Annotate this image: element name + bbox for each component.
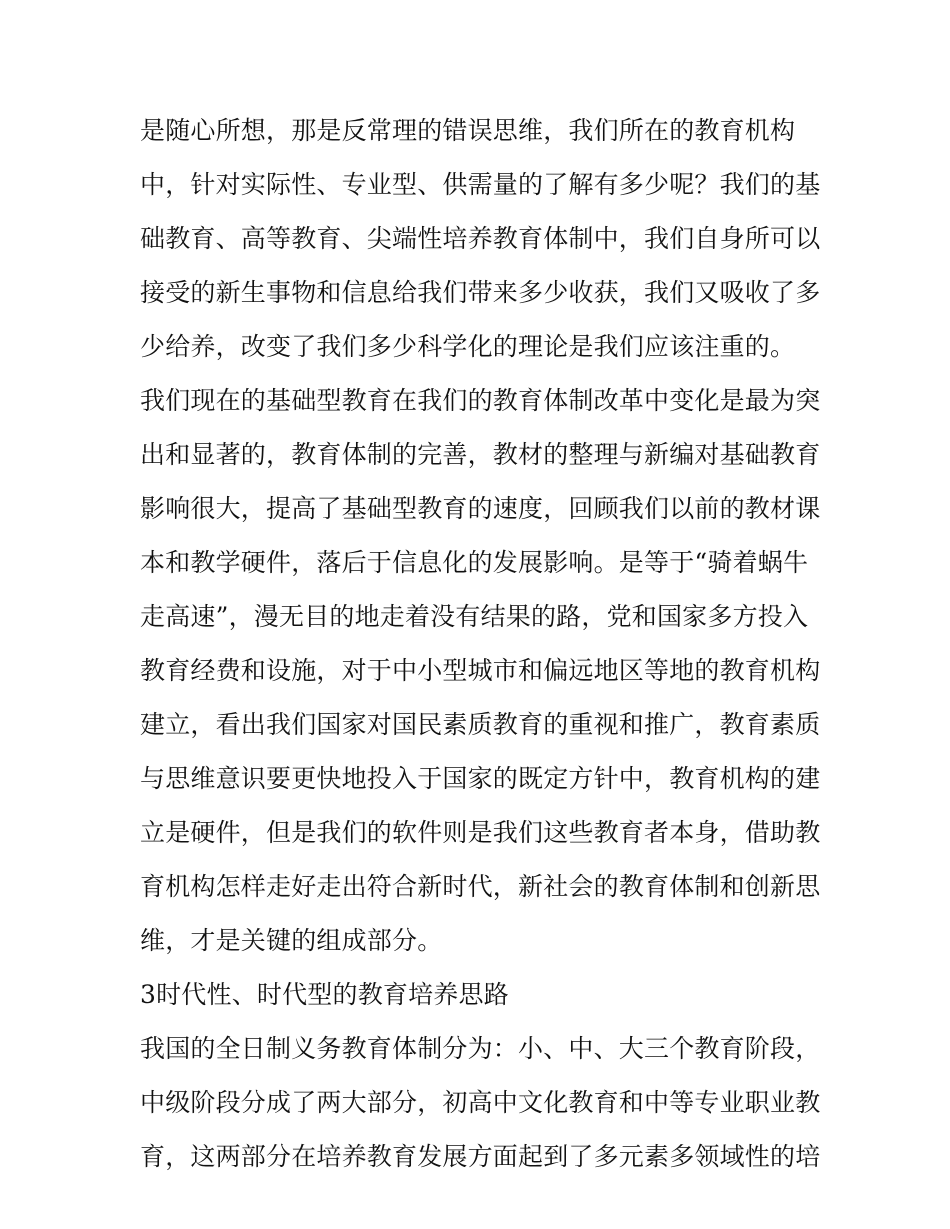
text-line: 我们现在的基础型教育在我们的教育体制改革中变化是最为突 [140, 386, 821, 415]
text-line: 本和教学硬件，落后于信息化的发展影响。是等于“骑着蜗牛 [140, 548, 809, 577]
body-text [140, 104, 820, 1184]
section-heading: 3时代性、时代型的教育培养思路 [140, 980, 509, 1009]
text-line: 育机构怎样走好走出符合新时代，新社会的教育体制和创新思 [140, 872, 821, 901]
text-line: 是随心所想，那是反常理的错误思维，我们所在的教育机构 [140, 116, 796, 145]
text-line: 教育经费和设施，对于中小型城市和偏远地区等地的教育机构 [140, 656, 821, 685]
text-line: 走高速”，漫无目的地走着没有结果的路，党和国家多方投入 [140, 602, 809, 631]
text-line: 少给养，改变了我们多少科学化的理论是我们应该注重的。 [140, 332, 796, 361]
text-line: 建立，看出我们国家对国民素质教育的重视和推广，教育素质 [140, 710, 821, 739]
text-line: 中级阶段分成了两大部分，初高中文化教育和中等专业职业教 [140, 1088, 821, 1117]
text-line: 与思维意识要更快地投入于国家的既定方针中，教育机构的建 [140, 764, 821, 793]
text-line: 接受的新生事物和信息给我们带来多少收获，我们又吸收了多 [140, 278, 821, 307]
text-line: 立是硬件，但是我们的软件则是我们这些教育者本身，借助教 [140, 818, 821, 847]
text-line: 出和显著的，教育体制的完善，教材的整理与新编对基础教育 [140, 440, 821, 469]
text-line: 育，这两部分在培养教育发展方面起到了多元素多领域性的培 [140, 1142, 821, 1171]
text-line: 维，才是关键的组成部分。 [140, 926, 443, 955]
text-line: 中，针对实际性、专业型、供需量的了解有多少呢？我们的基 [140, 170, 821, 199]
text-line: 我国的全日制义务教育体制分为：小、中、大三个教育阶段， [140, 1034, 821, 1063]
text-line: 础教育、高等教育、尖端性培养教育体制中，我们自身所可以 [140, 224, 821, 253]
text-line: 影响很大，提高了基础型教育的速度，回顾我们以前的教材课 [140, 494, 821, 523]
